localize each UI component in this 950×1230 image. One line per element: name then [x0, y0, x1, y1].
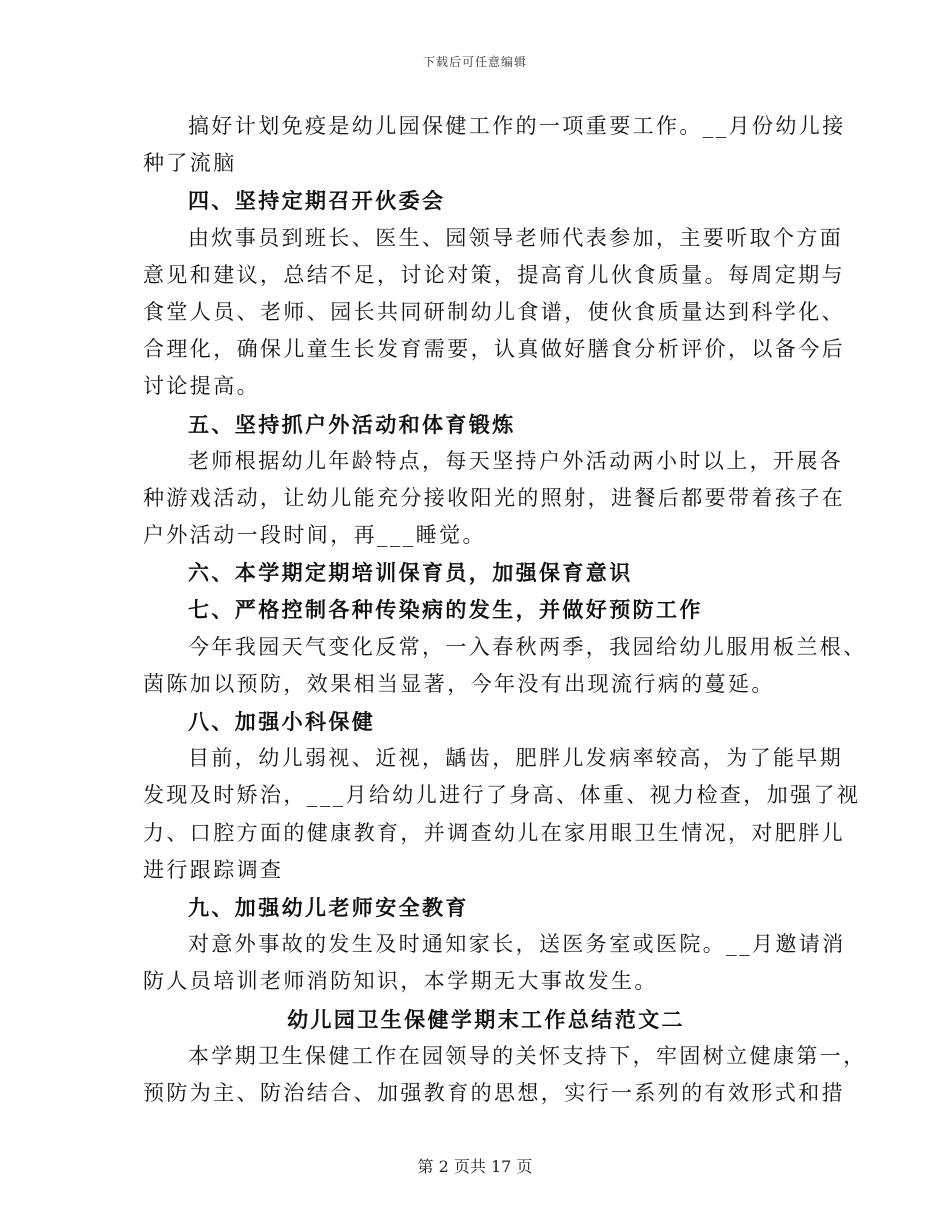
paragraph-line: 今年我园天气变化反常，一入春秋两季，我园给幼儿服用板兰根、	[188, 634, 867, 659]
document-body	[143, 108, 867, 1112]
section-heading: 七、严格控制各种传染病的发生，并做好预防工作	[188, 597, 703, 623]
paragraph-line: 合理化，确保儿童生长发育需要，认真做好膳食分析评价，以备今后	[143, 337, 845, 362]
section-heading: 九、加强幼儿老师安全教育	[188, 894, 469, 920]
paragraph-line: 户外活动一段时间，再___睡觉。	[143, 523, 486, 548]
section-heading: 六、本学期定期培训保育员，加强保育意识	[188, 560, 633, 586]
paragraph-line: 对意外事故的发生及时通知家长，送医务室或医院。__月邀请消	[188, 932, 846, 957]
paragraph-line: 防人员培训老师消防知识，本学期无大事故发生。	[143, 969, 658, 994]
section-heading: 五、坚持抓户外活动和体育锻炼	[188, 411, 516, 437]
section-heading: 四、坚持定期召开伙委会	[188, 188, 446, 214]
paragraph-line: 老师根据幼儿年龄特点，每天坚持户外活动两小时以上，开展各	[188, 448, 844, 473]
page-number: 第 2 页共 17 页	[417, 1157, 533, 1176]
paragraph-line: 种了流脑	[143, 151, 237, 176]
paragraph-line: 发现及时矫治，___月给幼儿进行了身高、体重、视力检查，加强了视	[143, 783, 861, 808]
paragraph-line: 搞好计划免疫是幼儿园保健工作的一项重要工作。__月份幼儿接	[188, 114, 846, 138]
paragraph-line: 本学期卫生保健工作在园领导的关怀支持下，牢固树立健康第一，	[188, 1043, 867, 1068]
paragraph-line: 种游戏活动，让幼儿能充分接收阳光的照射，进餐后都要带着孩子在	[143, 485, 845, 510]
paragraph-line: 进行跟踪调查	[143, 857, 284, 882]
paragraph-line: 意见和建议，总结不足，讨论对策，提高育儿伙食质量。每周定期与	[143, 262, 845, 287]
paragraph-line: 茵陈加以预防，效果相当显著，今年没有出现流行病的蔓延。	[143, 671, 775, 696]
paragraph-line: 由炊事员到班长、医生、园领导老师代表参加，主要听取个方面	[188, 225, 844, 250]
paragraph-line: 食堂人员、老师、园长共同研制幼儿食谱，使伙食质量达到科学化、	[143, 299, 845, 324]
section-heading: 八、加强小科保健	[188, 709, 376, 734]
paragraph-line: 力、口腔方面的健康教育，并调查幼儿在家用眼卫生情况，对肥胖儿	[143, 820, 845, 845]
paragraph-line: 目前，幼儿弱视、近视，龋齿，肥胖儿发病率较高，为了能早期	[188, 746, 844, 771]
page-header-note: 下载后可任意编辑	[422, 55, 527, 69]
paragraph-line: 预防为主、防治结合、加强教育的思想，实行一系列的有效形式和措	[143, 1080, 845, 1105]
paragraph-line: 讨论提高。	[143, 374, 260, 399]
document-title: 幼儿园卫生保健学期末工作总结范文二	[287, 1006, 685, 1032]
